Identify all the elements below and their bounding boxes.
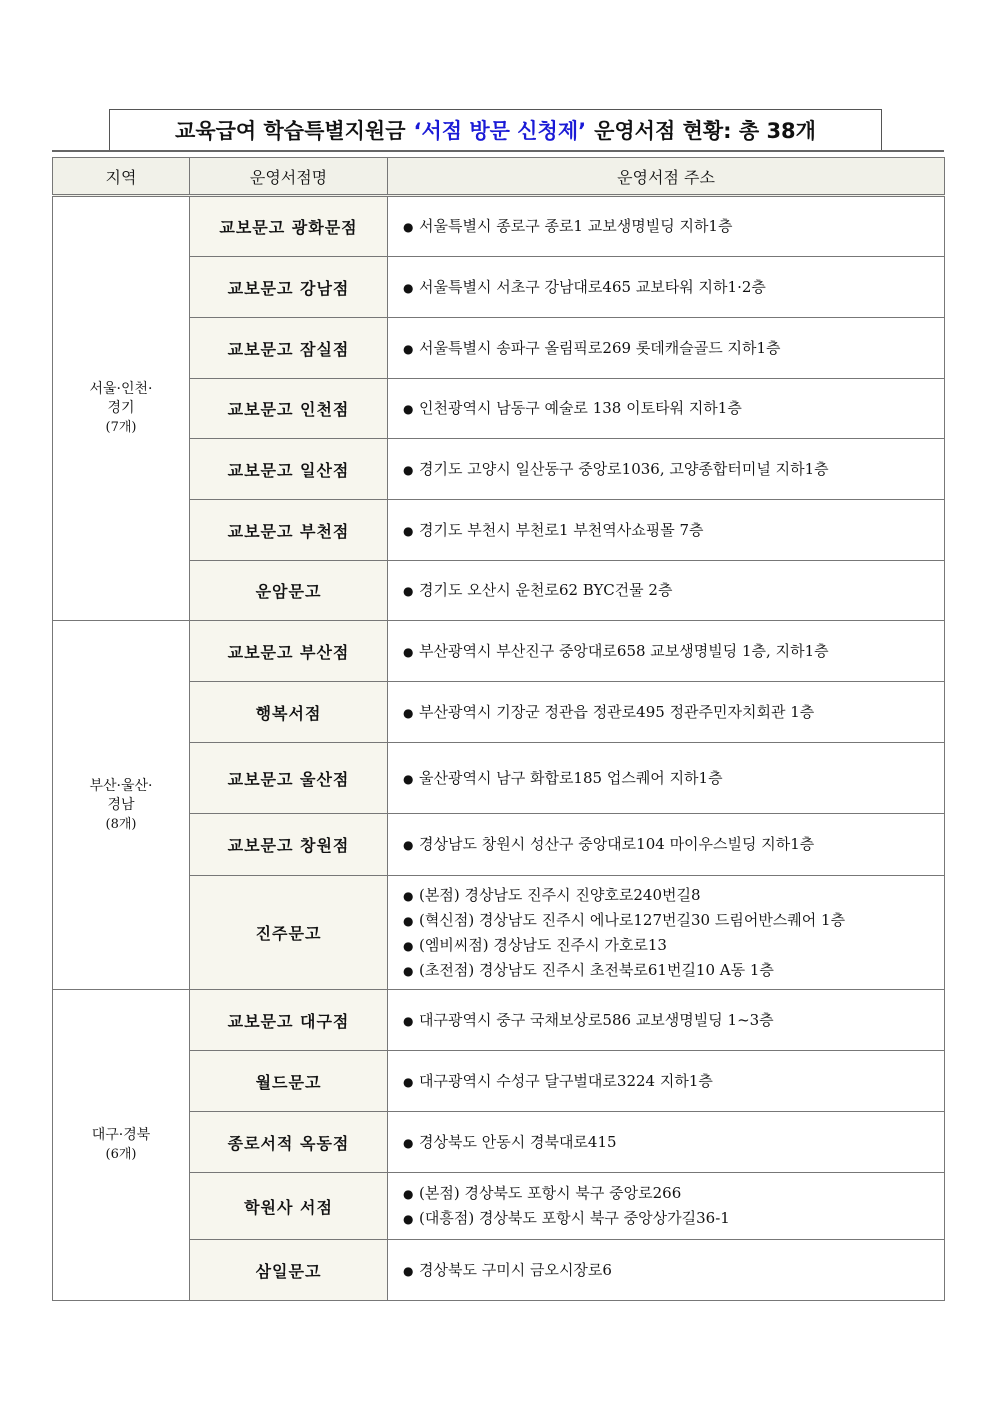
bullet-icon: ● xyxy=(403,644,414,659)
store-name: 행복서점 xyxy=(190,682,388,743)
address-line xyxy=(403,766,944,791)
store-name: 월드문고 xyxy=(190,1051,388,1112)
bullet-icon: ● xyxy=(403,220,414,234)
region-name: 경남 xyxy=(107,796,135,813)
bullet-icon: ● xyxy=(403,1135,414,1150)
store-address-cell xyxy=(388,196,945,257)
address-text: 대구광역시 중구 국채보상로586 교보생명빌딩 1~3층 xyxy=(419,1010,774,1029)
address-text: (초전점) 경상남도 진주시 초전북로61번길10 A동 1층 xyxy=(419,960,774,979)
store-address-cell xyxy=(388,743,945,814)
address-text: 인천광역시 남동구 예술로 138 이토타워 지하1층 xyxy=(419,399,742,417)
header-region: 지역 xyxy=(53,158,190,196)
document-title xyxy=(109,109,882,151)
address-text: (본점) 경상남도 진주시 진양호로240번길8 xyxy=(419,885,701,904)
bullet-icon: ● xyxy=(403,771,414,786)
bullet-icon: ● xyxy=(403,402,414,416)
bullet-icon: ● xyxy=(403,913,414,928)
bullet-icon: ● xyxy=(403,584,414,598)
bullet-icon: ● xyxy=(403,705,414,720)
address-text: (혁신점) 경상남도 진주시 에나로127번길30 드림어반스퀘어 1층 xyxy=(419,910,846,929)
store-name: 교보문고 강남점 xyxy=(190,257,388,318)
store-address-cell xyxy=(388,621,945,682)
store-name: 진주문고 xyxy=(190,876,388,990)
store-name: 종로서적 옥동점 xyxy=(190,1112,388,1173)
address-line xyxy=(403,1258,944,1283)
address-line xyxy=(403,578,944,603)
address-line xyxy=(403,883,944,908)
store-address-cell xyxy=(388,379,945,439)
store-address-cell xyxy=(388,1112,945,1173)
store-name: 교보문고 광화문점 xyxy=(190,196,388,257)
store-address-cell xyxy=(388,682,945,743)
store-name: 교보문고 울산점 xyxy=(190,743,388,814)
bullet-icon: ● xyxy=(403,1074,414,1089)
store-address-cell xyxy=(388,990,945,1051)
title-divider xyxy=(52,150,944,152)
address-line xyxy=(403,958,944,983)
address-text: 서울특별시 종로구 종로1 교보생명빌딩 지하1층 xyxy=(419,217,733,235)
title-highlight: ‘서점 방문 신청제’ xyxy=(413,119,587,143)
bullet-icon: ● xyxy=(403,1013,414,1028)
address-line xyxy=(403,1206,944,1231)
store-name: 교보문고 부산점 xyxy=(190,621,388,682)
region-count: (6개) xyxy=(105,1147,137,1162)
bullet-icon: ● xyxy=(403,888,414,903)
store-address-cell xyxy=(388,561,945,621)
bullet-icon: ● xyxy=(403,963,414,978)
store-address-cell xyxy=(388,814,945,876)
store-name: 교보문고 창원점 xyxy=(190,814,388,876)
address-text: 서울특별시 서초구 강남대로465 교보타워 지하1·2층 xyxy=(419,277,766,296)
region-cell xyxy=(53,196,190,621)
region-name: 서울·인천· xyxy=(89,381,153,397)
store-address-cell xyxy=(388,876,945,990)
region-name: 대구·경북 xyxy=(91,1127,151,1143)
address-line xyxy=(403,396,944,421)
region-name: 경기 xyxy=(107,400,135,416)
address-line xyxy=(403,214,944,239)
store-name: 교보문고 인천점 xyxy=(190,379,388,439)
region-name: 부산·울산· xyxy=(89,777,153,794)
address-line xyxy=(403,1008,944,1033)
store-address-cell xyxy=(388,1173,945,1240)
bullet-icon: ● xyxy=(403,1187,414,1201)
bullet-icon: ● xyxy=(403,838,414,852)
address-text: 경상남도 창원시 성산구 중앙대로104 마이우스빌딩 지하1층 xyxy=(419,835,815,853)
store-name: 운암문고 xyxy=(190,561,388,621)
store-name: 학원사 서점 xyxy=(190,1173,388,1240)
address-text: 경상북도 안동시 경북대로415 xyxy=(419,1132,617,1151)
store-address-cell xyxy=(388,1240,945,1301)
address-text: 경상북도 구미시 금오시장로6 xyxy=(419,1260,612,1279)
address-text: 서울특별시 송파구 올림픽로269 롯데캐슬골드 지하1층 xyxy=(419,338,781,357)
address-text: 부산광역시 부산진구 중앙대로658 교보생명빌딩 1층, 지하1층 xyxy=(419,641,829,660)
store-address-cell xyxy=(388,500,945,561)
bullet-icon: ● xyxy=(403,1263,414,1278)
address-line xyxy=(403,832,944,857)
address-text: (본점) 경상북도 포항시 북구 중앙로266 xyxy=(419,1184,682,1202)
title-total: 운영서점 현황: 총 38개 xyxy=(594,119,816,143)
address-text: 경기도 부천시 부천로1 부천역사쇼핑몰 7층 xyxy=(419,520,704,539)
address-text: 부산광역시 기장군 정관읍 정관로495 정관주민자치회관 1층 xyxy=(419,702,815,721)
table-header-row xyxy=(53,158,945,196)
bullet-icon: ● xyxy=(403,462,414,477)
header-store-name: 운영서점명 xyxy=(190,158,388,196)
address-line xyxy=(403,457,944,482)
address-text: 경기도 오산시 운천로62 BYC건물 2층 xyxy=(419,581,673,599)
address-text: (엠비씨점) 경상남도 진주시 가호로13 xyxy=(419,935,667,954)
bullet-icon: ● xyxy=(403,341,414,356)
store-address-cell xyxy=(388,439,945,500)
store-name: 교보문고 대구점 xyxy=(190,990,388,1051)
region-cell xyxy=(53,621,190,990)
address-line xyxy=(403,275,944,300)
address-line xyxy=(403,908,944,933)
bullet-icon: ● xyxy=(403,938,414,953)
address-line xyxy=(403,933,944,958)
store-name: 교보문고 일산점 xyxy=(190,439,388,500)
bullet-icon: ● xyxy=(403,523,414,538)
store-name: 교보문고 잠실점 xyxy=(190,318,388,379)
address-line xyxy=(403,1069,944,1094)
bookstore-table xyxy=(52,157,945,1301)
address-line xyxy=(403,639,944,664)
table-row xyxy=(53,990,945,1051)
store-address-cell xyxy=(388,318,945,379)
address-line xyxy=(403,1181,944,1206)
address-text: (대흥점) 경상북도 포항시 북구 중앙상가길36-1 xyxy=(419,1209,730,1227)
address-line xyxy=(403,1130,944,1155)
address-line xyxy=(403,518,944,543)
table-row xyxy=(53,196,945,257)
store-address-cell xyxy=(388,257,945,318)
address-text: 울산광역시 남구 화합로185 업스퀘어 지하1층 xyxy=(419,768,723,787)
address-line xyxy=(403,336,944,361)
address-text: 대구광역시 수성구 달구벌대로3224 지하1층 xyxy=(419,1071,713,1090)
header-address: 운영서점 주소 xyxy=(388,158,945,196)
table-row xyxy=(53,621,945,682)
title-text: 교육급여 학습특별지원금 xyxy=(175,119,406,143)
store-name: 교보문고 부천점 xyxy=(190,500,388,561)
store-name: 삼일문고 xyxy=(190,1240,388,1301)
bullet-icon: ● xyxy=(403,1212,414,1226)
region-count: (7개) xyxy=(105,420,137,435)
address-text: 경기도 고양시 일산동구 중앙로1036, 고양종합터미널 지하1층 xyxy=(419,459,829,478)
region-cell xyxy=(53,990,190,1301)
address-line xyxy=(403,700,944,725)
bullet-icon: ● xyxy=(403,280,414,295)
region-count: (8개) xyxy=(105,816,137,832)
store-address-cell xyxy=(388,1051,945,1112)
